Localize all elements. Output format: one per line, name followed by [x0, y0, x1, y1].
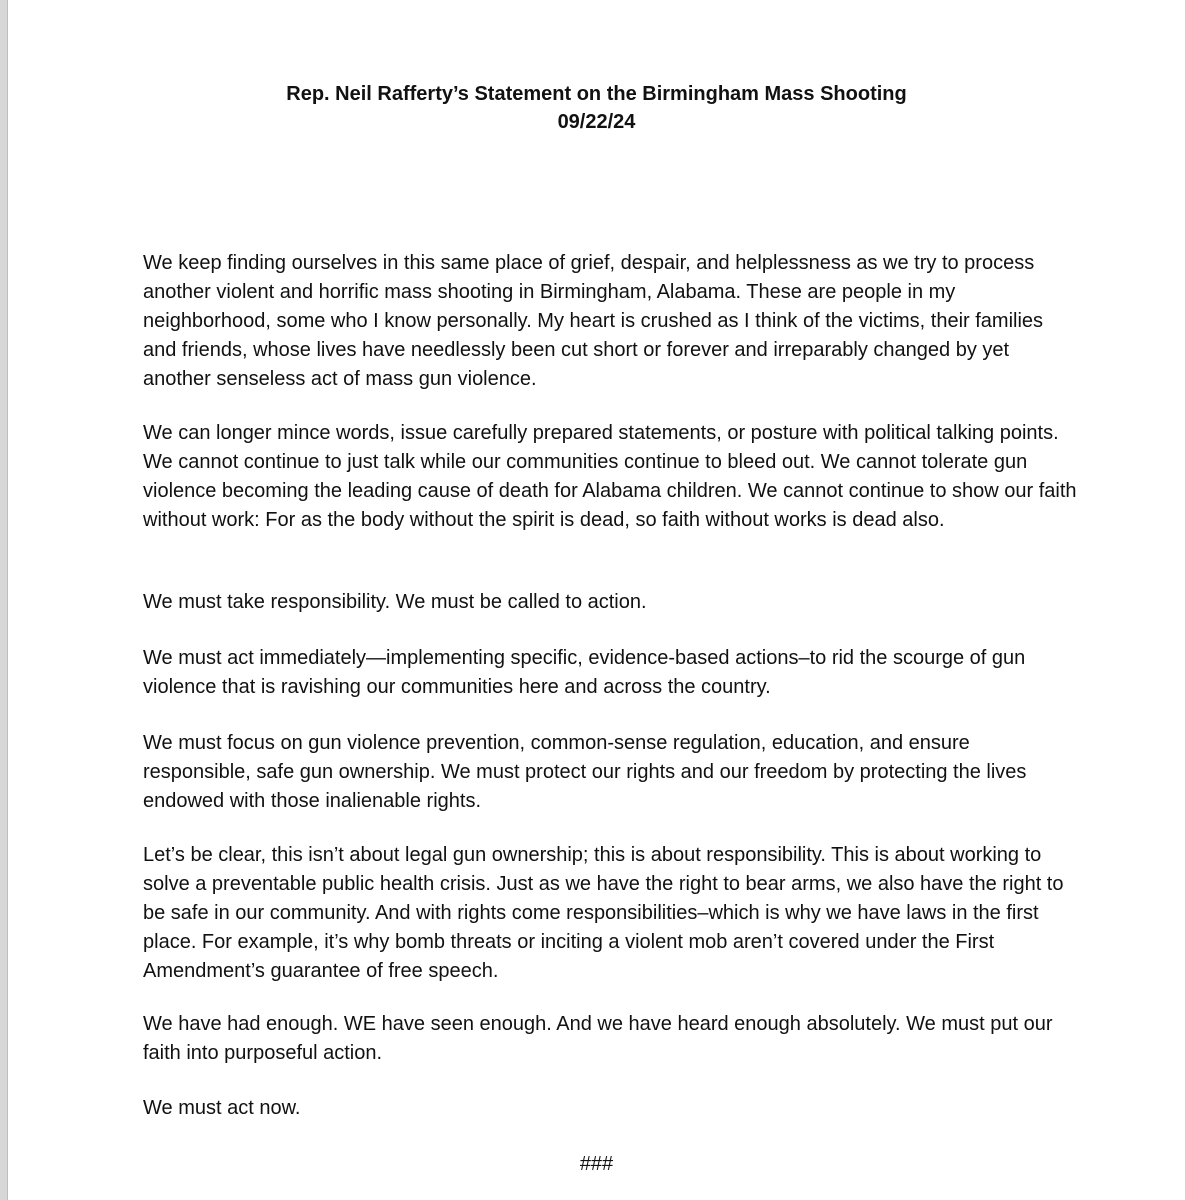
paragraph-1: We keep finding ourselves in this same place of grief, despair, and helplessness as we try to process another violent and horrific mass shooting in Birmingham, Alabama. These are people in my neighborhood, some who I know personally. My heart is crushed as I think of the victims, their families and friends, whose lives have needlessly been cut short or forever and irreparably changed by yet another senseless act of mass gun violence. — [143, 252, 1044, 390]
paragraph-6: Let’s be clear, this isn’t about legal gun ownership; this is about responsibility. This is about working to solve a preventable public health crisis. Just as we have the right to bear arms, we also have the right to be safe in our community. And with rights come responsibilities–which is why we have laws in the first place. For example, it’s why bomb threats or inciting a violent mob aren’t covered under the First Amendment’s guarantee of free speech. — [143, 844, 1064, 982]
paragraph-5: We must focus on gun violence prevention, common-sense regulation, education, and ensure responsible, safe gun ownership. We must protect our rights and our freedom by protecting the lives endowed with those inalienable rights. — [143, 732, 1027, 812]
statement-date: 09/22/24 — [557, 111, 636, 133]
paragraph-8: We must act now. — [143, 1097, 301, 1119]
paragraph-7: We have had enough. WE have seen enough. And we have heard enough absolutely. We must put our faith into purposeful action. — [143, 1013, 1053, 1064]
paragraph-4: We must act immediately—implementing specific, evidence-based actions–to rid the scourge of gun violence that is ravishing our communities here and across the country. — [143, 647, 1026, 698]
statement-title: Rep. Neil Rafferty’s Statement on the Birmingham Mass Shooting — [286, 83, 907, 105]
page-left-edge — [0, 0, 8, 1200]
document-page — [8, 0, 1185, 1200]
paragraph-3: We must take responsibility. We must be called to action. — [143, 591, 647, 613]
paragraph-2: We can longer mince words, issue carefully prepared statements, or posture with political talking points. We cannot continue to just talk while our communities continue to bleed out. We cannot tolerate gun violence becoming the leading cause of death for Alabama children. We cannot continue to show our faith without work: For as the body without the spirit is dead, so faith without works is dead also. — [143, 422, 1077, 531]
end-mark: ### — [579, 1153, 614, 1175]
